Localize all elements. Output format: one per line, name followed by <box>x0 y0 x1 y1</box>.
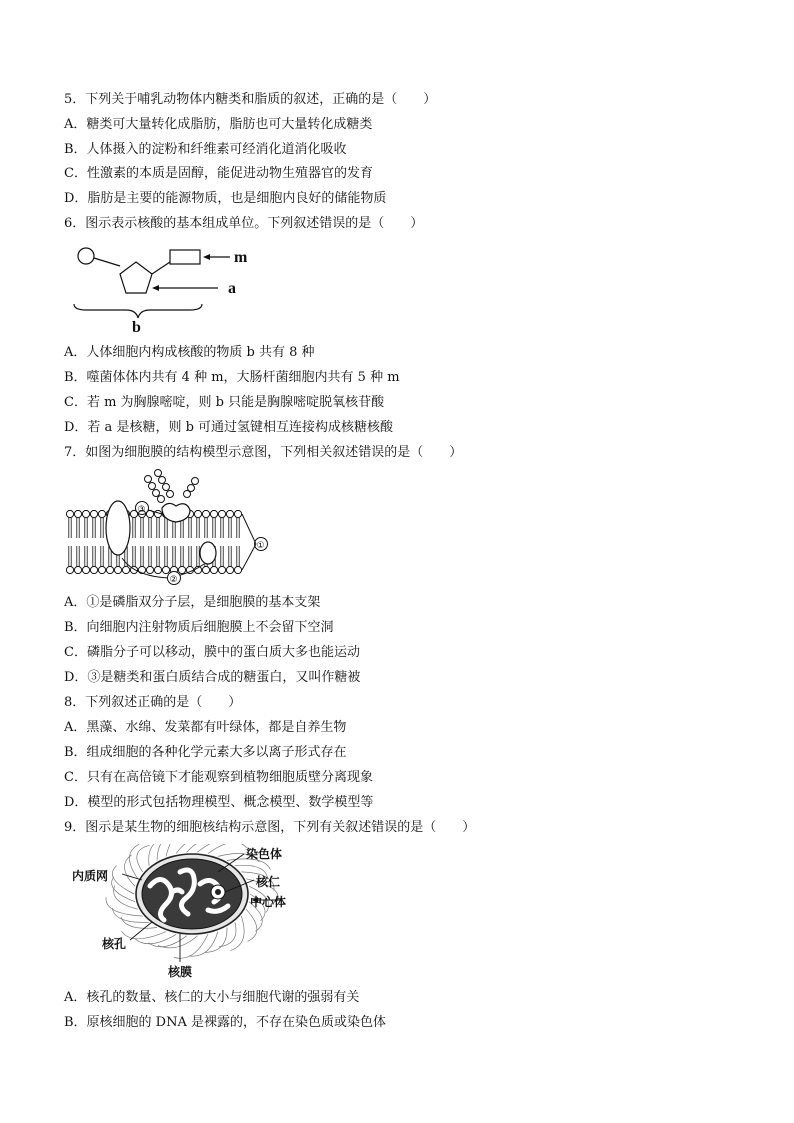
phospholipid-head <box>74 510 81 517</box>
er-strand <box>148 936 186 947</box>
label-chromosome: 染色体 <box>246 847 283 861</box>
label-1: ① <box>256 541 265 551</box>
q8-option-c: C．只有在高倍镜下才能观察到植物细胞质壁分离现象 <box>64 770 373 785</box>
q6-stem: 6．图示表示核酸的基本组成单位。下列叙述错误的是（ ） <box>64 216 424 231</box>
q8-option-a: A．黑藻、水绵、发菜都有叶绿体，都是自养生物 <box>64 720 347 735</box>
q6-option-b: B．噬菌体体内共有 4 种 m，大肠杆菌细胞内共有 5 种 m <box>64 370 400 385</box>
phospholipid-head <box>154 566 161 573</box>
phospholipid-head <box>122 566 129 573</box>
phospholipid-head <box>90 566 97 573</box>
q5-option-b: B．人体摄入的淀粉和纤维素可经消化道消化吸收 <box>64 142 347 157</box>
er-strand <box>176 844 209 854</box>
phospholipid-head <box>82 510 89 517</box>
phospholipid-head <box>210 510 217 517</box>
phospholipid-head <box>106 566 113 573</box>
er-strand <box>112 866 134 894</box>
phospholipid-head <box>194 510 201 517</box>
phospholipid-head <box>82 566 89 573</box>
er-strand <box>122 931 167 939</box>
phospholipid-head <box>114 566 121 573</box>
membrane-figure <box>64 466 276 588</box>
phospholipid-head <box>90 510 97 517</box>
phospholipid-head <box>226 510 233 517</box>
q9-option-b: B．原核细胞的 DNA 是裸露的，不存在染色质或染色体 <box>64 1015 387 1030</box>
label-envelope: 核膜 <box>168 965 193 979</box>
q9-stem: 9．图示是某生物的细胞核结构示意图，下列有关叙述错误的是（ ） <box>64 820 476 835</box>
q6-option-a: A．人体细胞内构成核酸的物质 b 共有 8 种 <box>64 345 315 360</box>
phospholipid-head <box>218 566 225 573</box>
phospholipid-head <box>210 566 217 573</box>
q7-option-c: C．磷脂分子可以移动，膜中的蛋白质大多也能运动 <box>64 645 360 660</box>
phospholipid-head <box>234 566 241 573</box>
q7-stem: 7．如图为细胞膜的结构模型示意图，下列相关叙述错误的是（ ） <box>64 445 463 460</box>
q6-option-d: D．若 a 是核糖，则 b 可通过氢键相互连接构成核糖核酸 <box>64 420 394 435</box>
q5-stem: 5．下列关于哺乳动物体内糖类和脂质的叙述，正确的是（ ） <box>64 92 437 107</box>
phospholipid-head <box>226 566 233 573</box>
phospholipid-head <box>202 510 209 517</box>
label-centriole: 中心体 <box>250 895 287 909</box>
q7-option-d: D．③是糖类和蛋白质结合成的糖蛋白，又叫作糖被 <box>64 670 361 685</box>
q7-option-b: B．向细胞内注射物质后细胞膜上不会留下空洞 <box>64 620 334 635</box>
phospholipid-head <box>98 510 105 517</box>
q7-option-a: A．①是磷脂双分子层，是细胞膜的基本支架 <box>64 595 321 610</box>
er-strand <box>189 932 218 957</box>
label-nucleolus: 核仁 <box>256 875 281 889</box>
er-strand <box>187 844 225 852</box>
phospholipid-head <box>98 566 105 573</box>
label-b: b <box>132 319 141 336</box>
q8-option-b: B．组成细胞的各种化学元素大多以离子形式存在 <box>64 745 347 760</box>
er-strand <box>208 844 247 854</box>
phospholipid-head <box>178 566 185 573</box>
q5-option-d: D．脂肪是主要的能源物质，也是细胞内良好的储能物质 <box>64 191 387 206</box>
q8-stem: 8．下列叙述正确的是（ ） <box>64 695 242 710</box>
nucleus-figure <box>68 844 308 982</box>
er-strand <box>197 844 240 852</box>
q5-option-a: A．糖类可大量转化成脂肪，脂肪也可大量转化成糖类 <box>64 117 373 132</box>
label-m: m <box>234 249 248 266</box>
phospholipid-head <box>162 566 169 573</box>
phospholipid-head <box>74 566 81 573</box>
q5-option-c: C．性激素的本质是固醇，能促进动物生殖器官的发育 <box>64 166 373 181</box>
phospholipid-head <box>218 510 225 517</box>
er-strand <box>246 909 257 941</box>
q6-option-c: C．若 m 为胸腺嘧啶，则 b 只能是胸腺嘧啶脱氧核苷酸 <box>64 395 385 410</box>
phospholipid-head <box>234 510 241 517</box>
phospholipid-head <box>66 566 73 573</box>
er-strand <box>137 845 150 872</box>
phospholipid-head <box>202 566 209 573</box>
q9-option-a: A．核孔的数量、核仁的大小与细胞代谢的强弱有关 <box>64 990 360 1005</box>
phospholipid-head <box>66 510 73 517</box>
nucleotide-figure <box>66 238 256 336</box>
label-pore: 核孔 <box>102 937 127 951</box>
phospholipid-head <box>146 566 153 573</box>
label-a: a <box>228 280 236 297</box>
label-3: ③ <box>137 505 146 515</box>
q8-option-d: D．模型的形式包括物理模型、概念模型、数学模型等 <box>64 795 374 810</box>
label-er: 内质网 <box>72 869 109 883</box>
label-2: ② <box>169 575 178 585</box>
